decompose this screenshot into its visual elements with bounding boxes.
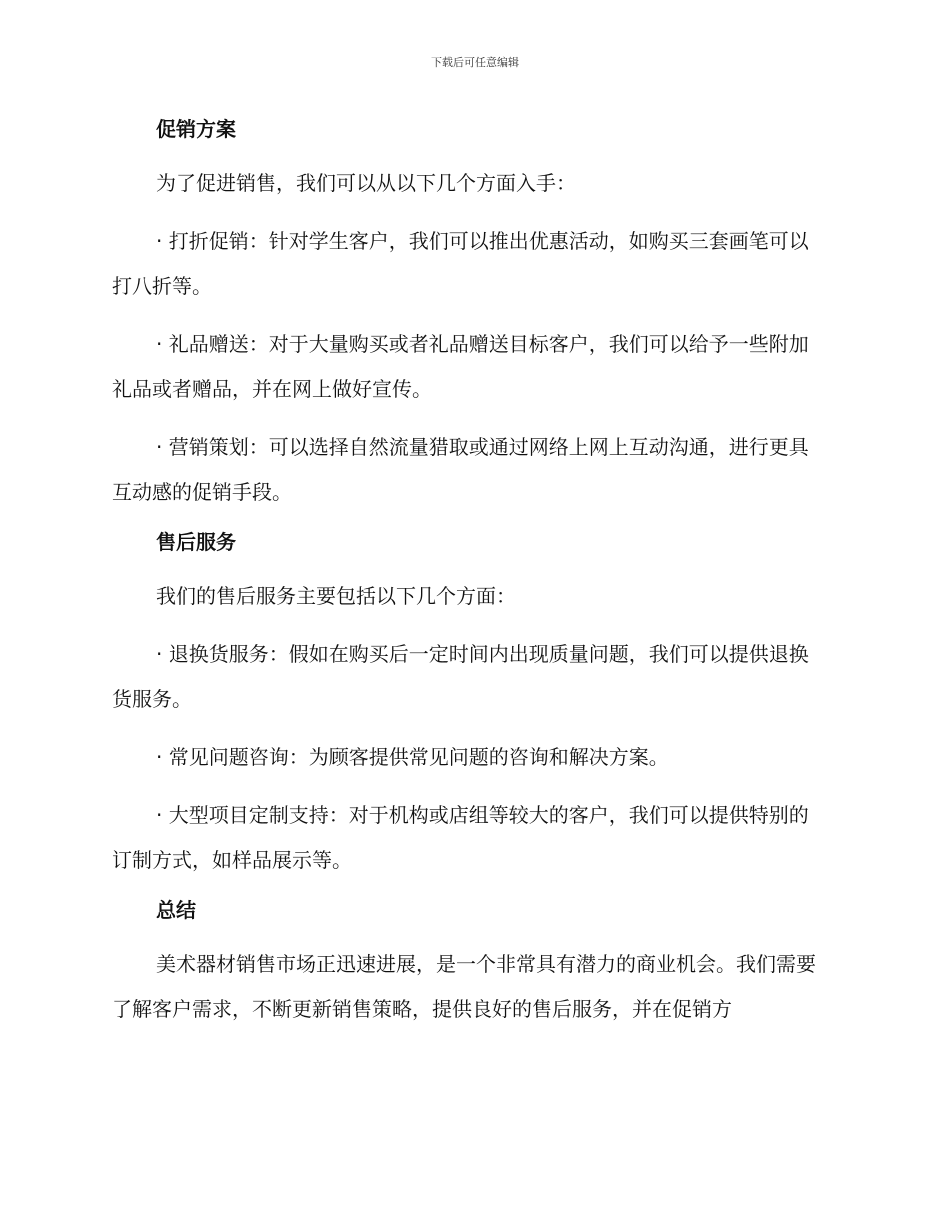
section-heading-summary: 总结 — [156, 898, 196, 922]
after-sales-item-faq: · 常见问题咨询：为顾客提供常见问题的咨询和解决方案。 — [156, 745, 669, 769]
promotion-intro: 为了促进销售，我们可以从以下几个方面入手： — [156, 171, 576, 195]
section-heading-after-sales: 售后服务 — [156, 530, 236, 554]
promotion-item-marketing: · 营销策划：可以选择自然流量猎取或通过网络上网上互动沟通，进行更具互动感的促销手段。 — [112, 435, 809, 504]
after-sales-intro: 我们的售后服务主要包括以下几个方面： — [156, 584, 516, 608]
promotion-item-gift: · 礼品赠送：对于大量购买或者礼品赠送目标客户，我们可以给予一些附加礼品或者赠品，并在网上做好宣传。 — [112, 332, 809, 401]
section-heading-promotion: 促销方案 — [156, 117, 236, 141]
page-header-note: 下载后可任意编辑 — [431, 56, 519, 69]
after-sales-item-custom: · 大型项目定制支持：对于机构或店组等较大的客户，我们可以提供特别的订制方式，如样品展示等。 — [112, 803, 809, 872]
summary-body: 美术器材销售市场正迅速进展，是一个非常具有潜力的商业机会。我们需要了解客户需求，不断更新销售策略，提供良好的售后服务，并在促销方 — [112, 952, 816, 1021]
document-body — [112, 110, 828, 1032]
promotion-item-discount: · 打折促销：针对学生客户，我们可以推出优惠活动，如购买三套画笔可以打八折等。 — [112, 229, 809, 298]
after-sales-item-returns: · 退换货服务：假如在购买后一定时间内出现质量问题，我们可以提供退换货服务。 — [112, 642, 809, 711]
